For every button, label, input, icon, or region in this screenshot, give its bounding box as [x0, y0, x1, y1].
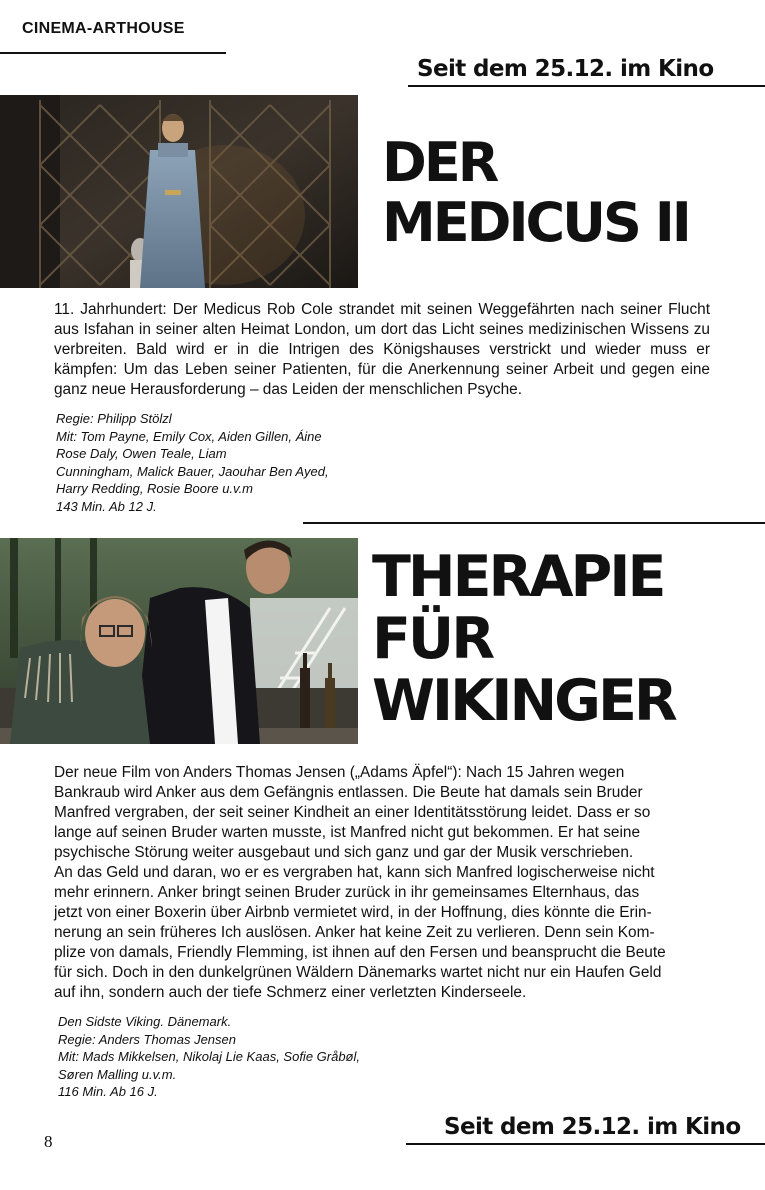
title-line: MEDICUS II [382, 191, 689, 254]
description-line: nerung an sein früheres Ich auslösen. Anker hat keine Zeit zu verlieren. Denn sein Kom- [54, 924, 655, 941]
film-title-wikinger [372, 546, 675, 732]
credit-line: Regie: Anders Thomas Jensen [58, 1031, 237, 1047]
page-number: 8 [44, 1132, 53, 1151]
section-divider [303, 522, 765, 524]
title-line: WIKINGER [372, 668, 675, 734]
section-label: CINEMA-ARTHOUSE [22, 20, 185, 37]
description-line: An das Geld und daran, wo er es vergraben hat, kann sich Manfred logischerweise nicht [54, 864, 655, 881]
film-title-medicus [382, 133, 689, 253]
credit-line: Cunningham, Malick Bauer, Jaouhar Ben Ayed, [56, 463, 329, 479]
release-date-top: Seit dem 25.12. im Kino [417, 56, 714, 82]
film-description-medicus: 11. Jahrhundert: Der Medicus Rob Cole strandet mit seinen Weggefährten nach seiner Flucht aus Isfahan in seiner alten Heimat London, um dort das Licht seines medizinischen Wissens zu verbreiten. Bald wird er in die Intrigen des Königshauses verstrickt und wieder muss er kämpfen: Um das Leben seiner Patienten, für die Anerkennung seiner Arbeit und gegen eine ganz neue Herausforderung – das Leiden der menschlichen Psyche. [54, 301, 710, 398]
credit-line: Mit: Tom Payne, Emily Cox, Aiden Gillen, Áine [56, 428, 322, 444]
title-line: DER [382, 131, 497, 194]
credit-line: Den Sidste Viking. Dänemark. [58, 1014, 232, 1029]
credit-line: Rose Daly, Owen Teale, Liam [56, 446, 227, 461]
credit-line: 143 Min. Ab 12 J. [56, 498, 157, 514]
medicus-film-still [0, 95, 358, 288]
title-line: THERAPIE [372, 544, 664, 610]
credit-line: Mit: Mads Mikkelsen, Nikolaj Lie Kaas, Sofie Gråbøl, [58, 1049, 360, 1064]
description-line: Der neue Film von Anders Thomas Jensen („Adams Äpfel“): Nach 15 Jahren wegen [54, 764, 625, 781]
title-line: FÜR [372, 606, 493, 672]
description-line: mehr erinnern. Anker bringt seinen Bruder zurück in ihr gemeinsames Elternhaus, das [54, 884, 640, 901]
credit-line: Regie: Philipp Stölzl [56, 411, 172, 426]
description-line: psychische Störung weiter ausgebaut und sich ganz und gar der Musik verschrieben. [54, 844, 634, 861]
description-line: lange auf seinen Bruder warten musste, ist Manfred nicht gut bekommen. Er hat seine [54, 824, 641, 841]
release-bottom-rule [406, 1143, 765, 1145]
release-top-rule [408, 85, 765, 87]
credit-line: Harry Redding, Rosie Boore u.v.m [56, 481, 254, 496]
description-line: Manfred vergraben, der seit seiner Kindheit an einer Identitätsstörung leidet. Dass er so [54, 804, 651, 821]
film-credits-wikinger [58, 1013, 438, 1101]
description-line: jetzt von einer Boxerin über Airbnb vermietet wird, in der Hoffnung, dies könnte die Erin- [54, 904, 652, 921]
description-line: auf ihn, sondern auch der tiefe Schmerz einer verletzten Kinderseele. [54, 984, 527, 1001]
description-line: plize von damals, Friendly Flemming, ist ihnen auf den Fersen und beansprucht die Beute [54, 944, 666, 961]
description-line: für sich. Doch in den dunkelgrünen Wäldern Dänemarks wartet nicht nur ein Haufen Geld [54, 964, 662, 981]
film-credits-medicus [56, 410, 396, 515]
release-date-bottom: Seit dem 25.12. im Kino [444, 1114, 741, 1140]
wikinger-film-still [0, 538, 358, 744]
description-line: Bankraub wird Anker aus dem Gefängnis entlassen. Die Beute hat damals sein Bruder [54, 784, 643, 801]
credit-line: Søren Malling u.v.m. [58, 1066, 177, 1082]
film-description-wikinger [54, 763, 714, 1003]
header-rule [0, 52, 226, 54]
credit-line: 116 Min. Ab 16 J. [58, 1084, 158, 1099]
